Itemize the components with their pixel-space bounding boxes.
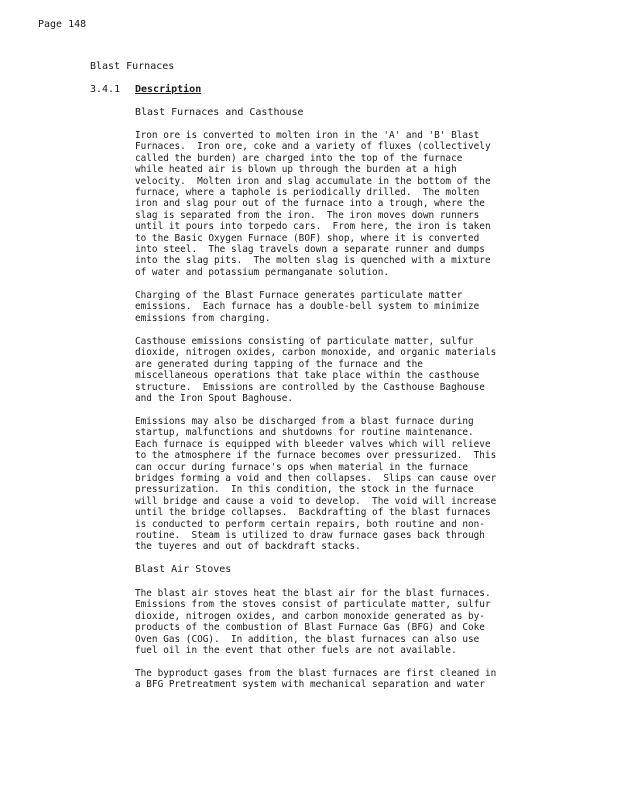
heading-casthouse: Blast Furnaces and Casthouse xyxy=(135,107,304,118)
subsection-number: 3.4.1 xyxy=(90,84,121,95)
subsection-title: Description xyxy=(135,84,202,95)
paragraph-line: Emissions may also be discharged from a blast furnace during xyxy=(135,416,474,427)
paragraph-line: called the burden) are charged into the top of the furnace xyxy=(135,152,463,164)
paragraph-line: to the Basic Oxygen Furnace (BOF) shop, where it is converted xyxy=(135,232,480,244)
paragraph-line: Oven Gas (COG). In addition, the blast furnaces can also use xyxy=(135,633,480,645)
paragraph-line: routine. Steam is utilized to draw furnace gases back through xyxy=(135,529,485,541)
paragraph-line: miscellaneous operations that take place within the casthouse xyxy=(135,370,480,382)
paragraph-line: until it pours into torpedo cars. From here, the iron is taken xyxy=(135,221,491,233)
paragraph-line: while heated air is blown up through the burden at a high xyxy=(135,164,457,176)
paragraph-line: velocity. Molten iron and slag accumulate in the bottom of the xyxy=(135,175,491,187)
paragraph-line: will bridge and cause a void to develop. The void will increase xyxy=(135,495,497,507)
paragraph-casthouse-emissions xyxy=(135,336,535,404)
page-number: Page 148 xyxy=(38,19,87,30)
paragraph-line: iron and slag pour out of the furnace into a trough, where the xyxy=(135,198,485,210)
paragraph-line: until the bridge collapses. Backdrafting of the blast furnaces xyxy=(135,507,491,519)
paragraph-startup-emissions xyxy=(135,416,535,553)
paragraph-line: slag is separated from the iron. The iron moves down runners xyxy=(135,209,480,221)
paragraph-line: is conducted to perform certain repairs, both routine and non- xyxy=(135,518,485,530)
paragraph-line: Each furnace is equipped with bleeder valves which will relieve xyxy=(135,438,491,450)
paragraph-line: are generated during tapping of the furnace and the xyxy=(135,358,423,370)
paragraph-line: products of the combustion of Blast Furnace Gas (BFG) and Coke xyxy=(135,622,485,634)
paragraph-line: into the slag pits. The molten slag is quenched with a mixture xyxy=(135,255,491,267)
paragraph-charging xyxy=(135,290,535,324)
paragraph-line: dioxide, nitrogen oxides, carbon monoxide, and organic materials xyxy=(135,347,497,359)
paragraph-line: furnace, where a taphole is periodically drilled. The molten xyxy=(135,186,480,198)
paragraph-byproduct-gases xyxy=(135,668,535,691)
paragraph-line: The byproduct gases from the blast furnaces are first cleaned in xyxy=(135,668,497,679)
section-title: Blast Furnaces xyxy=(90,61,175,72)
paragraph-line: The blast air stoves heat the blast air for the blast furnaces. xyxy=(135,588,491,599)
paragraph-line: emissions from charging. xyxy=(135,312,271,324)
paragraph-line: can occur during furnace's ops when material in the furnace xyxy=(135,461,469,473)
paragraph-line: structure. Emissions are controlled by the Casthouse Baghouse xyxy=(135,381,485,393)
paragraph-line: emissions. Each furnace has a double-bell system to minimize xyxy=(135,301,480,313)
paragraph-line: startup, malfunctions and shutdowns for routine maintenance. xyxy=(135,427,474,439)
paragraph-line: pressurization. In this condition, the stock in the furnace xyxy=(135,484,474,496)
paragraph-line: bridges forming a void and then collapses. Slips can cause over xyxy=(135,472,497,484)
paragraph-iron-conversion xyxy=(135,130,535,278)
paragraph-line: to the atmosphere if the furnace becomes over pressurized. This xyxy=(135,450,497,462)
paragraph-line: Emissions from the stoves consist of particulate matter, sulfur xyxy=(135,599,491,611)
paragraph-line: and the Iron Spout Baghouse. xyxy=(135,392,294,404)
paragraph-line: Charging of the Blast Furnace generates particulate matter xyxy=(135,290,463,301)
paragraph-line: the tuyeres and out of backdraft stacks. xyxy=(135,541,361,553)
paragraph-line: dioxide, nitrogen oxides, and carbon monoxide generated as by- xyxy=(135,610,485,622)
heading-blast-air-stoves: Blast Air Stoves xyxy=(135,564,232,575)
paragraph-line: fuel oil in the event that other fuels are not available. xyxy=(135,644,457,656)
paragraph-line: Furnaces. Iron ore, coke and a variety of fluxes (collectively xyxy=(135,141,491,153)
paragraph-stove-emissions xyxy=(135,588,535,656)
paragraph-line: Casthouse emissions consisting of particulate matter, sulfur xyxy=(135,336,474,347)
paragraph-line: of water and potassium permanganate solution. xyxy=(135,266,389,278)
paragraph-line: into steel. The slag travels down a separate runner and dumps xyxy=(135,243,485,255)
paragraph-line: a BFG Pretreatment system with mechanical separation and water xyxy=(135,679,485,691)
paragraph-line: Iron ore is converted to molten iron in the 'A' and 'B' Blast xyxy=(135,130,480,141)
